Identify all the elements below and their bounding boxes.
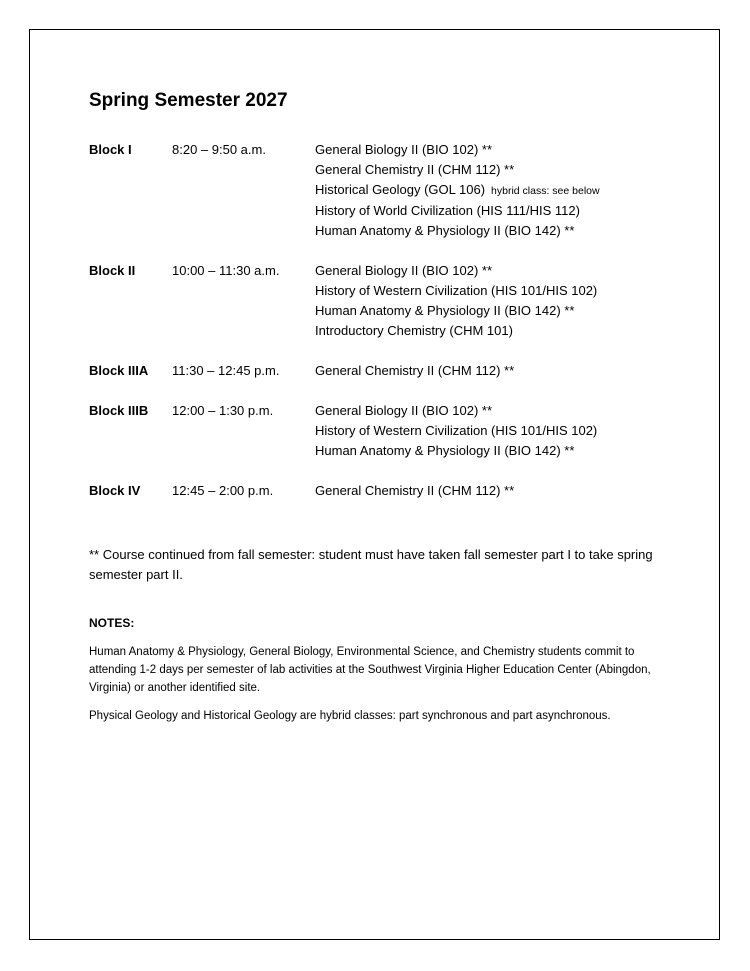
block-time: 12:45 – 2:00 p.m.	[172, 483, 274, 498]
course-list	[315, 481, 689, 501]
course-title: History of World Civilization (HIS 111/HIS 112)	[315, 203, 580, 218]
course-item	[315, 140, 689, 160]
block-name: Block IV	[89, 483, 141, 498]
page-title: Spring Semester 2027	[89, 90, 288, 111]
schedule-block	[89, 261, 689, 341]
course-item	[315, 401, 689, 421]
block-time: 10:00 – 11:30 a.m.	[172, 263, 280, 278]
course-title: Human Anatomy & Physiology II (BIO 142) **	[315, 223, 575, 238]
footnote: ** Course continued from fall semester: student must have taken fall semester part I to take spring semester part II.	[89, 547, 653, 582]
block-name: Block IIIA	[89, 363, 149, 378]
schedule-block	[89, 140, 689, 241]
block-time: 11:30 – 12:45 p.m.	[172, 363, 280, 378]
course-list	[315, 140, 689, 241]
schedule-block	[89, 481, 689, 501]
course-item	[315, 201, 689, 221]
course-title: Human Anatomy & Physiology II (BIO 142) **	[315, 303, 575, 318]
course-item	[315, 281, 689, 301]
course-item	[315, 481, 689, 501]
course-item	[315, 261, 689, 281]
course-item	[315, 421, 689, 441]
schedule-table	[89, 140, 689, 521]
course-title: General Biology II (BIO 102) **	[315, 142, 493, 157]
block-name: Block I	[89, 142, 132, 157]
note-paragraph-hybrid: Physical Geology and Historical Geology are hybrid classes: part synchronous and part asynchronous.	[89, 710, 611, 722]
course-title: History of Western Civilization (HIS 101/HIS 102)	[315, 283, 598, 298]
course-title: Human Anatomy & Physiology II (BIO 142) **	[315, 443, 575, 458]
note-paragraph-lab: Human Anatomy & Physiology, General Biology, Environmental Science, and Chemistry students commit to attending 1-2 days per semester of lab activities at the Southwest Virginia Higher Education Center (Abingdon, Virginia) or another identified site.	[89, 646, 651, 694]
course-list	[315, 401, 689, 461]
course-title: General Chemistry II (CHM 112) **	[315, 483, 515, 498]
course-note: hybrid class: see below	[491, 185, 600, 197]
course-item	[315, 160, 689, 180]
course-title: General Chemistry II (CHM 112) **	[315, 363, 515, 378]
course-title: Historical Geology (GOL 106)	[315, 182, 486, 197]
course-item	[315, 441, 689, 461]
course-item	[315, 301, 689, 321]
course-title: General Biology II (BIO 102) **	[315, 263, 493, 278]
course-item	[315, 180, 689, 201]
course-title: General Chemistry II (CHM 112) **	[315, 162, 515, 177]
block-name: Block IIIB	[89, 403, 149, 418]
course-list	[315, 261, 689, 341]
block-time: 12:00 – 1:30 p.m.	[172, 403, 274, 418]
course-item	[315, 361, 689, 381]
course-title: Introductory Chemistry (CHM 101)	[315, 323, 513, 338]
course-title: History of Western Civilization (HIS 101/HIS 102)	[315, 423, 598, 438]
course-title: General Biology II (BIO 102) **	[315, 403, 493, 418]
block-name: Block II	[89, 263, 136, 278]
block-time: 8:20 – 9:50 a.m.	[172, 142, 266, 157]
course-list	[315, 361, 689, 381]
notes-heading: NOTES:	[89, 616, 135, 630]
schedule-block	[89, 401, 689, 461]
schedule-block	[89, 361, 689, 381]
course-item	[315, 221, 689, 241]
course-item	[315, 321, 689, 341]
